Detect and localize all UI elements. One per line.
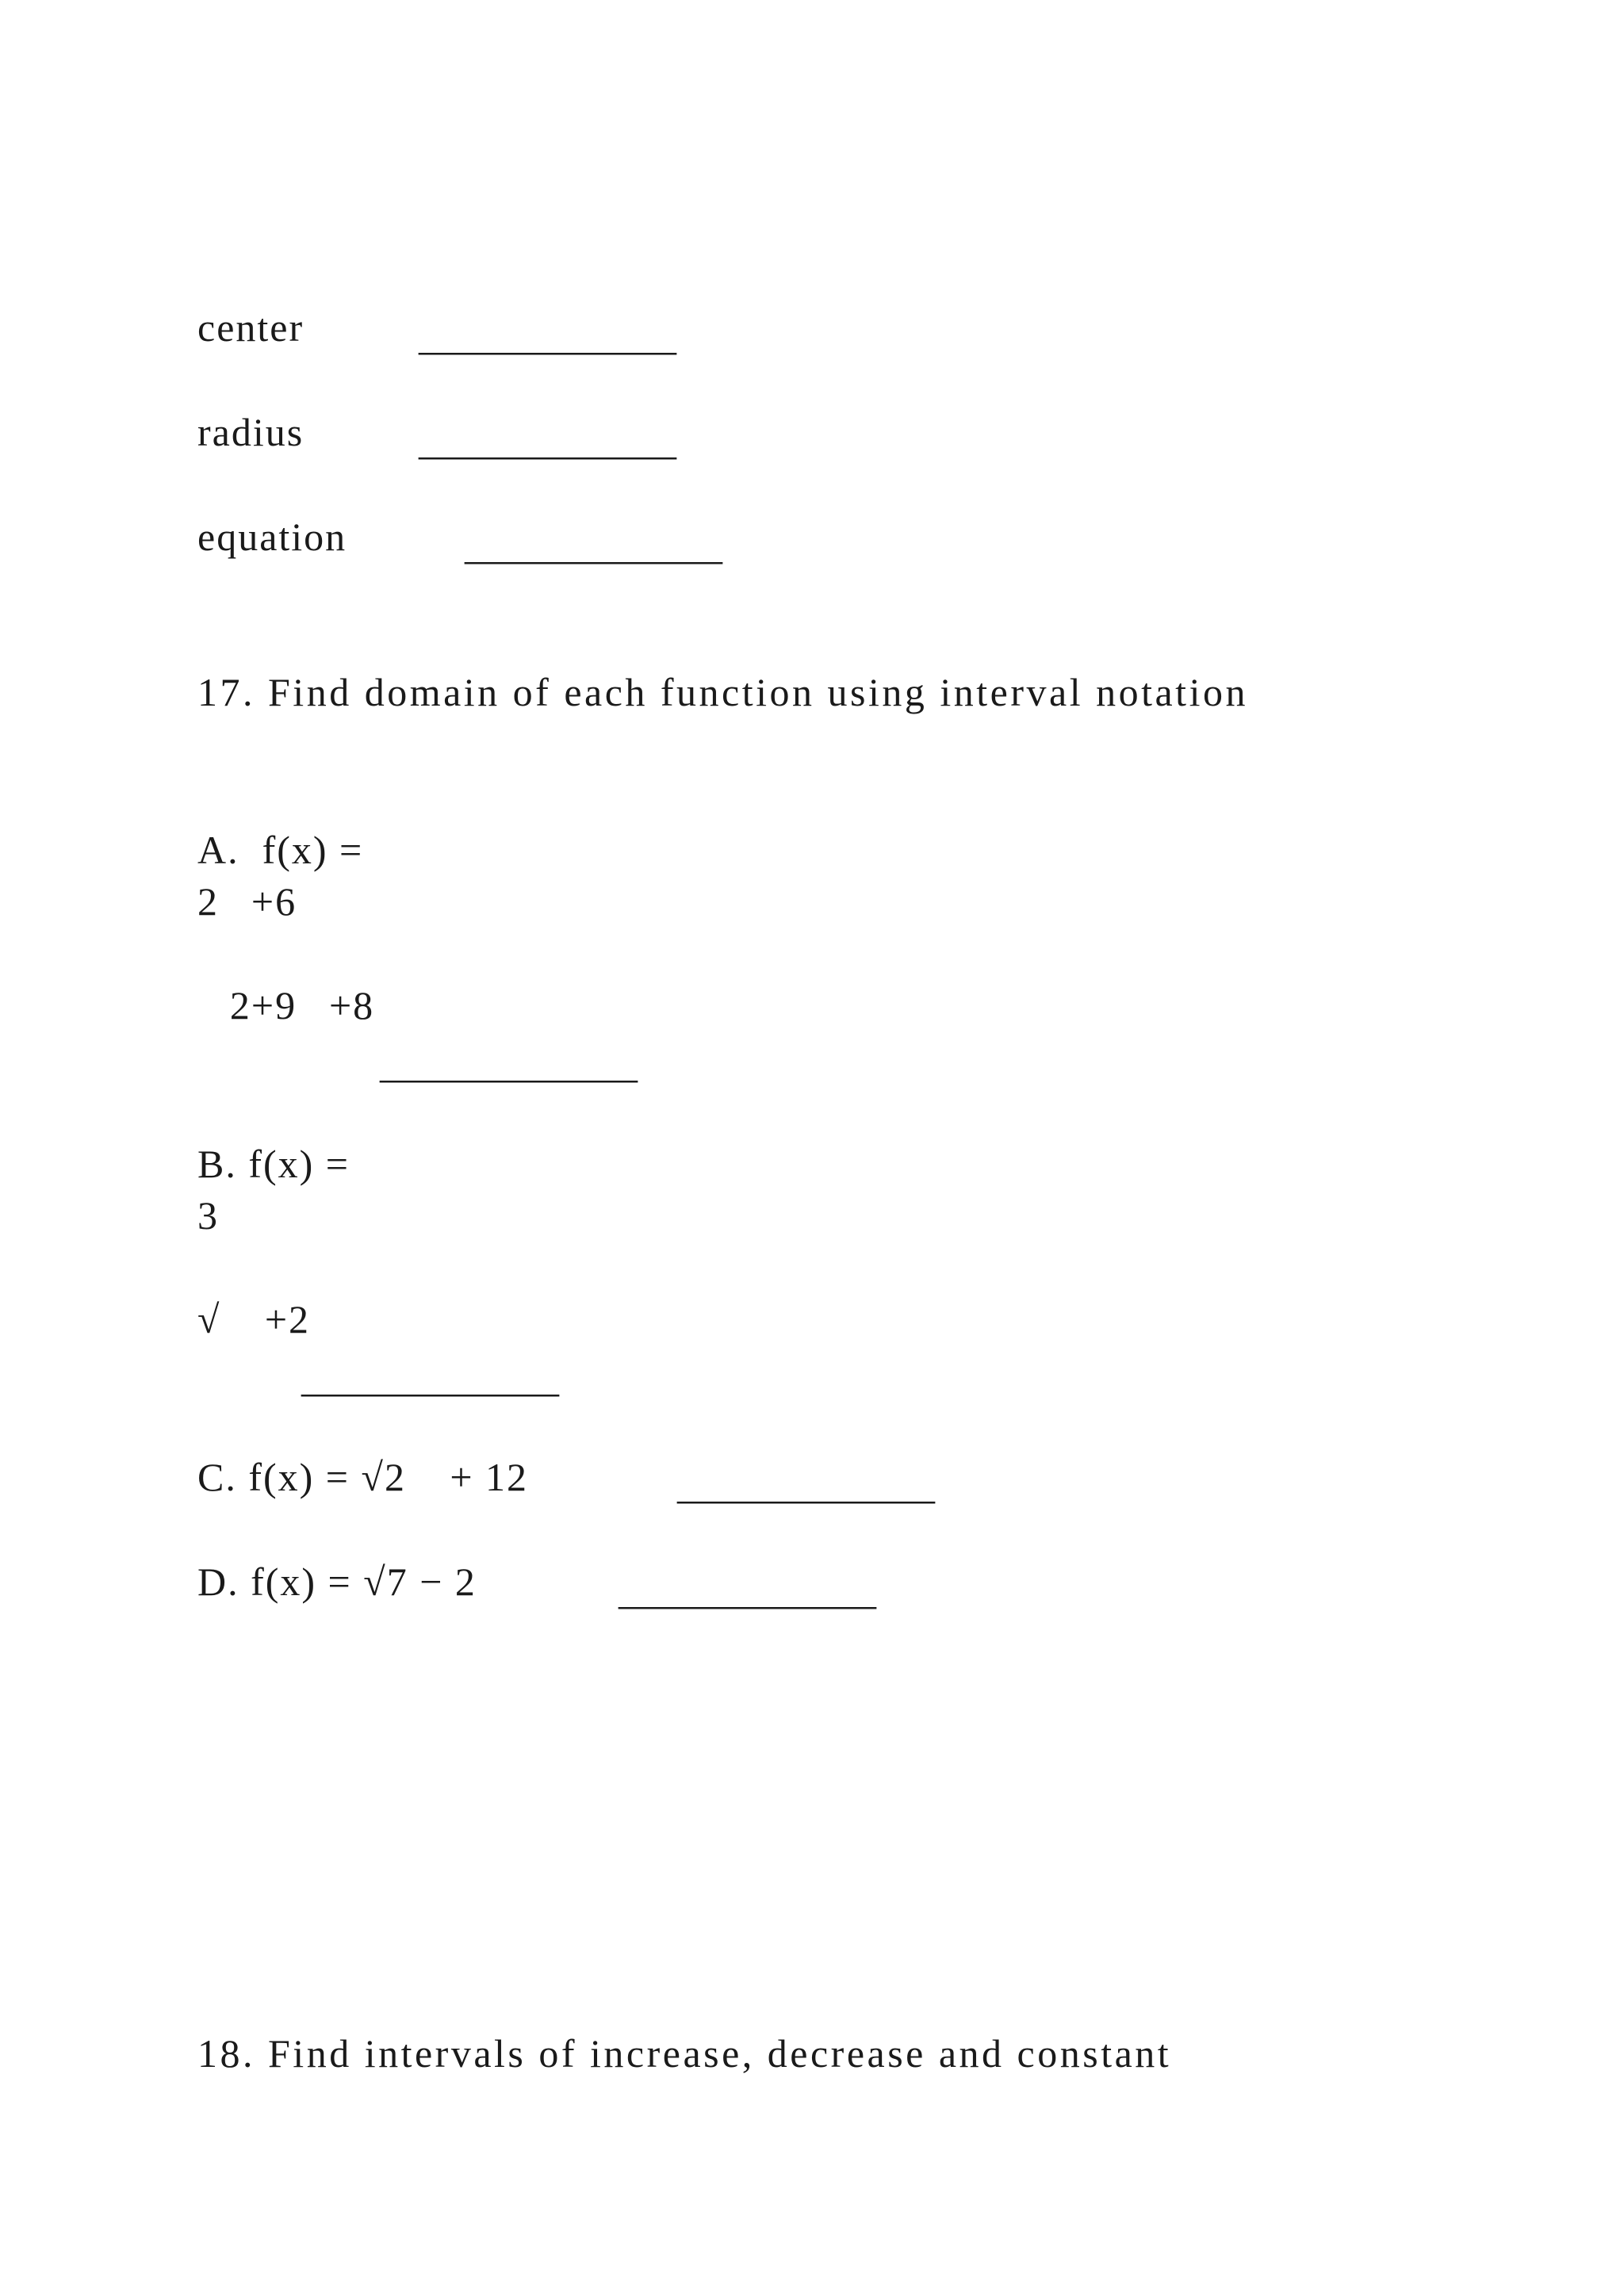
- question-17-heading: 17. Find domain of each function using interval notation: [197, 670, 1248, 714]
- q17-a-answer-blank[interactable]: _____________: [380, 1042, 638, 1086]
- q17-b-denominator: √  +2: [197, 1297, 311, 1341]
- equation-label: equation: [197, 515, 347, 559]
- q17-b-label: B. f(x) =: [197, 1142, 350, 1186]
- q17-a-denominator:  2+9 +8: [197, 983, 375, 1027]
- radius-answer-blank[interactable]: _____________: [419, 419, 676, 463]
- q17-c-answer-blank[interactable]: _____________: [677, 1463, 935, 1507]
- q17-b-numerator: 3 : [197, 1193, 251, 1238]
- q17-a-numerator: 2 +6: [197, 879, 297, 924]
- q17-b-answer-blank[interactable]: _____________: [301, 1356, 559, 1400]
- equation-answer-blank[interactable]: _____________: [465, 523, 722, 568]
- q17-d-answer-blank[interactable]: _____________: [619, 1568, 876, 1613]
- center-label: center: [197, 305, 304, 350]
- q17-c-label: C. f(x) = √2  + 12: [197, 1455, 529, 1499]
- q17-d-label: D. f(x) = √7 − 2 : [197, 1559, 509, 1604]
- center-answer-blank[interactable]: _____________: [419, 314, 676, 358]
- question-18-heading: 18. Find intervals of increase, decrease and constant: [197, 2031, 1172, 2076]
- q17-a-label: A. f(x) =: [197, 828, 364, 872]
- radius-label: radius: [197, 410, 304, 454]
